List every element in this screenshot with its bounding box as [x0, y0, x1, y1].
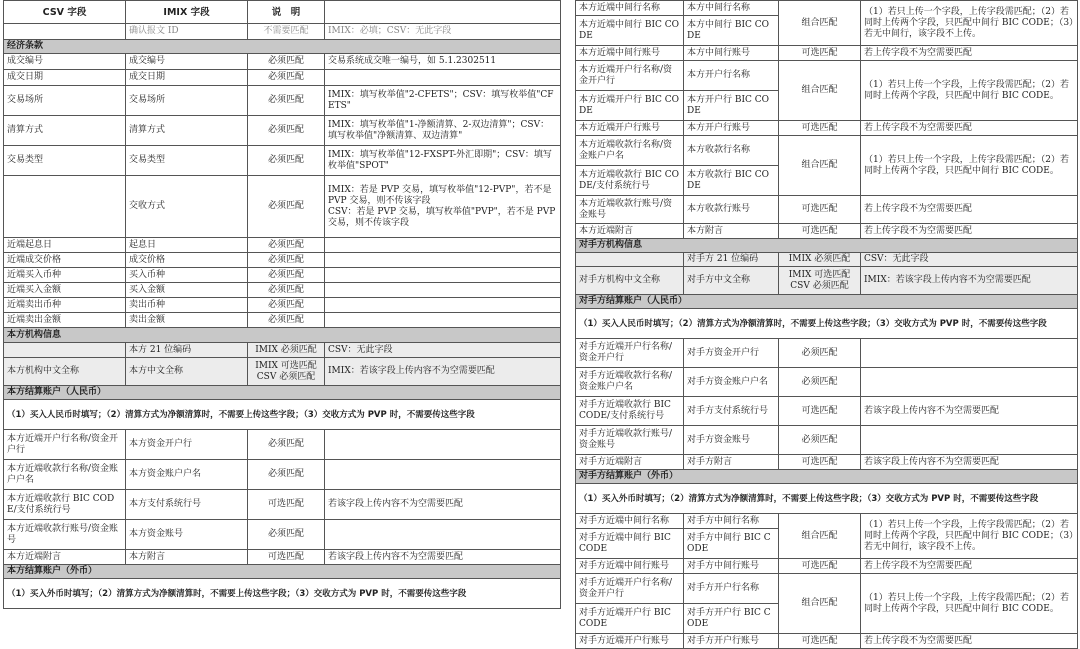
imix-field-cell: 本方中间行账号 — [684, 46, 779, 61]
imix-field-cell: 本方资金账号 — [126, 520, 248, 550]
section-header-row — [576, 295, 1078, 309]
table-row — [4, 146, 561, 176]
left-table-body — [4, 24, 561, 609]
imix-field-cell: 卖出币种 — [126, 298, 248, 313]
match-rule-cell: 可选匹配 — [779, 455, 861, 470]
notes-cell: IMIX：若该字段上传内容不为空需要匹配 — [861, 267, 1078, 295]
imix-field-cell: 本方开户行名称 — [684, 61, 779, 91]
csv-field-cell: 对手方近端附言 — [576, 455, 684, 470]
imix-field-cell: 对手方附言 — [684, 455, 779, 470]
match-rule-cell: 组合匹配 — [779, 574, 861, 634]
match-rule-cell: 必须匹配 — [248, 54, 325, 70]
notes-cell: 若上传字段不为空需要匹配 — [861, 121, 1078, 136]
table-row — [4, 283, 561, 298]
table-row — [4, 54, 561, 70]
imix-field-cell: 交收方式 — [126, 176, 248, 238]
table-row — [576, 1, 1078, 16]
notes-cell — [325, 253, 561, 268]
csv-field-cell: 本方近端中间行 BIC CODE — [576, 16, 684, 46]
csv-field-cell: 对手方近端中间行账号 — [576, 559, 684, 574]
imix-field-cell: 本方收款行账号 — [684, 196, 779, 224]
section-title: 本方结算账户（人民币） — [4, 386, 561, 400]
match-rule-cell: 必须匹配 — [248, 460, 325, 490]
notes-cell — [325, 460, 561, 490]
header-csv-field: CSV 字段 — [4, 1, 126, 24]
csv-field-cell: 本方近端收款行名称/资金账户户名 — [4, 460, 126, 490]
notes-cell: 交易系统成交唯一编号，如 5.1.2302511 — [325, 54, 561, 70]
notes-cell: 若上传字段不为空需要匹配 — [861, 46, 1078, 61]
table-row — [4, 550, 561, 565]
match-rule-cell: 必须匹配 — [248, 268, 325, 283]
table-row — [576, 46, 1078, 61]
csv-field-cell: 近端成交价格 — [4, 253, 126, 268]
notes-cell: IMIX：填写枚举值"12-FXSPT-外汇即期"；CSV：填写枚举值"SPOT" — [325, 146, 561, 176]
table-row — [4, 460, 561, 490]
notes-cell: （1）若只上传一个字段，上传字段需匹配；（2）若同时上传两个字段，只匹配中间行 BIC CODE。 — [861, 61, 1078, 121]
table-row — [576, 61, 1078, 91]
table-row — [576, 455, 1078, 470]
csv-field-cell: 近端卖出金额 — [4, 313, 126, 328]
csv-field-cell: 清算方式 — [4, 116, 126, 146]
csv-field-cell — [4, 176, 126, 238]
section-title: 对手方结算账户（外币） — [576, 470, 1078, 484]
table-row — [576, 574, 1078, 604]
right-field-mapping-table — [575, 0, 1078, 649]
table-row — [4, 176, 561, 238]
section-note-row — [4, 579, 561, 609]
match-rule-cell: 必须匹配 — [779, 368, 861, 397]
imix-field-cell: 买入金额 — [126, 283, 248, 298]
notes-cell: IMIX：若该字段上传内容不为空需要匹配 — [325, 358, 561, 386]
notes-cell — [325, 520, 561, 550]
csv-field-cell: 本方近端收款行名称/资金账户户名 — [576, 136, 684, 166]
imix-field-cell: 本方中间行名称 — [684, 1, 779, 16]
table-row — [4, 520, 561, 550]
match-rule-cell: 组合匹配 — [779, 61, 861, 121]
csv-field-cell: 对手方近端开户行名称/资金开户行 — [576, 339, 684, 368]
imix-field-cell: 本方收款行 BIC CODE — [684, 166, 779, 196]
table-row — [4, 313, 561, 328]
table-row — [4, 343, 561, 358]
notes-cell — [861, 368, 1078, 397]
csv-field-cell: 对手方近端开户行名称/资金开户行 — [576, 574, 684, 604]
match-rule-cell: 必须匹配 — [248, 313, 325, 328]
notes-cell: （1）若只上传一个字段，上传字段需匹配；（2）若同时上传两个字段，只匹配中间行 BIC CODE；（3）若无中间行，该字段不上传。 — [861, 514, 1078, 559]
csv-field-cell: 本方近端开户行名称/资金开户行 — [576, 61, 684, 91]
match-rule-cell: 必须匹配 — [248, 86, 325, 116]
csv-field-cell — [4, 24, 126, 40]
table-row — [576, 253, 1078, 267]
csv-field-cell: 对手方近端中间行 BIC CODE — [576, 529, 684, 559]
header-notes — [325, 1, 561, 24]
match-rule-cell: 可选匹配 — [779, 397, 861, 426]
imix-field-cell: 确认报文 ID — [126, 24, 248, 40]
left-table-panel — [3, 0, 561, 609]
match-rule-cell: 必须匹配 — [248, 430, 325, 460]
section-title: 对手方结算账户（人民币） — [576, 295, 1078, 309]
imix-field-cell: 本方附言 — [684, 224, 779, 239]
notes-cell: CSV：无此字段 — [861, 253, 1078, 267]
table-row — [4, 490, 561, 520]
imix-field-cell: 成交编号 — [126, 54, 248, 70]
imix-field-cell: 交易场所 — [126, 86, 248, 116]
match-rule-cell: 必须匹配 — [248, 116, 325, 146]
match-rule-cell: 可选匹配 — [779, 121, 861, 136]
notes-cell: 若上传字段不为空需要匹配 — [861, 634, 1078, 649]
section-title: 对手方机构信息 — [576, 239, 1078, 253]
imix-field-cell: 本方开户行 BIC CODE — [684, 91, 779, 121]
table-row — [4, 86, 561, 116]
notes-cell: （1）若只上传一个字段，上传字段需匹配；（2）若同时上传两个字段，只匹配中间行 BIC CODE；（3）若无中间行，该字段不上传。 — [861, 1, 1078, 46]
csv-field-cell: 对手方机构中文全称 — [576, 267, 684, 295]
imix-field-cell: 本方支付系统行号 — [126, 490, 248, 520]
imix-field-cell: 对手方资金账号 — [684, 426, 779, 455]
notes-cell — [861, 339, 1078, 368]
csv-field-cell: 对手方近端中间行名称 — [576, 514, 684, 529]
csv-field-cell: 本方近端附言 — [576, 224, 684, 239]
imix-field-cell: 对手方开户行名称 — [684, 574, 779, 604]
imix-field-cell: 清算方式 — [126, 116, 248, 146]
table-row — [576, 634, 1078, 649]
match-rule-cell: IMIX 必须匹配 — [779, 253, 861, 267]
imix-field-cell: 对手方支付系统行号 — [684, 397, 779, 426]
right-table-body — [576, 1, 1078, 649]
csv-field-cell: 对手方近端收款行 BIC CODE/支付系统行号 — [576, 397, 684, 426]
match-rule-cell: 可选匹配 — [779, 634, 861, 649]
csv-field-cell: 近端买入币种 — [4, 268, 126, 283]
match-rule-cell: 组合匹配 — [779, 514, 861, 559]
table-row — [576, 267, 1078, 295]
section-header-row — [4, 386, 561, 400]
notes-cell: 若该字段上传内容不为空需要匹配 — [325, 490, 561, 520]
imix-field-cell: 买入币种 — [126, 268, 248, 283]
match-rule-cell: 不需要匹配 — [248, 24, 325, 40]
csv-field-cell: 本方机构中文全称 — [4, 358, 126, 386]
csv-field-cell: 交易场所 — [4, 86, 126, 116]
table-row — [576, 426, 1078, 455]
notes-cell: 若该字段上传内容不为空需要匹配 — [861, 397, 1078, 426]
table-row — [576, 121, 1078, 136]
csv-field-cell: 本方近端收款行账号/资金账号 — [576, 196, 684, 224]
table-row — [4, 253, 561, 268]
section-header-row — [576, 470, 1078, 484]
table-row — [4, 268, 561, 283]
section-title: 本方结算账户（外币） — [4, 565, 561, 579]
notes-cell: IMIX：必填；CSV：无此字段 — [325, 24, 561, 40]
match-rule-cell: 组合匹配 — [779, 136, 861, 196]
table-row — [4, 116, 561, 146]
section-title: 经济条款 — [4, 40, 561, 54]
csv-field-cell: 本方近端中间行名称 — [576, 1, 684, 16]
header-row — [4, 1, 561, 24]
notes-cell — [861, 426, 1078, 455]
imix-field-cell: 对手方资金账户户名 — [684, 368, 779, 397]
imix-field-cell: 卖出金额 — [126, 313, 248, 328]
table-row — [576, 397, 1078, 426]
left-field-mapping-table — [3, 0, 561, 609]
imix-field-cell: 对手方中间行名称 — [684, 514, 779, 529]
imix-field-cell: 对手方 21 位编码 — [684, 253, 779, 267]
match-rule-cell: 可选匹配 — [248, 490, 325, 520]
csv-field-cell: 本方近端收款行账号/资金账号 — [4, 520, 126, 550]
notes-cell — [325, 238, 561, 253]
imix-field-cell: 本方资金开户行 — [126, 430, 248, 460]
imix-field-cell: 对手方资金开户行 — [684, 339, 779, 368]
match-rule-cell: 可选匹配 — [779, 46, 861, 61]
notes-cell — [325, 70, 561, 86]
csv-field-cell — [576, 253, 684, 267]
notes-cell — [325, 268, 561, 283]
notes-cell: 若该字段上传内容不为空需要匹配 — [861, 455, 1078, 470]
table-row — [4, 430, 561, 460]
section-header-row — [4, 328, 561, 343]
match-rule-cell: 必须匹配 — [248, 70, 325, 86]
match-rule-cell: 必须匹配 — [248, 253, 325, 268]
match-rule-cell: 可选匹配 — [779, 196, 861, 224]
csv-field-cell: 近端买入金额 — [4, 283, 126, 298]
match-rule-cell: 必须匹配 — [248, 298, 325, 313]
table-row — [4, 358, 561, 386]
match-rule-cell: 必须匹配 — [779, 426, 861, 455]
section-header-row — [4, 40, 561, 54]
notes-cell: IMIX：填写枚举值"2-CFETS"；CSV：填写枚举值"CFETS" — [325, 86, 561, 116]
match-rule-cell: 可选匹配 — [779, 224, 861, 239]
csv-field-cell: 近端起息日 — [4, 238, 126, 253]
notes-cell — [325, 283, 561, 298]
csv-field-cell: 近端卖出币种 — [4, 298, 126, 313]
table-row — [576, 514, 1078, 529]
table-row — [576, 339, 1078, 368]
match-rule-cell: 可选匹配 — [248, 550, 325, 565]
section-note: （1）买入外币时填写；（2）清算方式为净额清算时，不需要上传这些字段；（3）交收方式为 PVP 时，不需要传这些字段 — [4, 579, 561, 609]
match-rule-cell: IMIX 可选匹配 CSV 必须匹配 — [248, 358, 325, 386]
table-row — [576, 368, 1078, 397]
match-rule-cell: 可选匹配 — [779, 559, 861, 574]
csv-field-cell — [4, 343, 126, 358]
imix-field-cell: 对手方开户行 BIC CODE — [684, 604, 779, 634]
section-header-row — [576, 239, 1078, 253]
imix-field-cell: 起息日 — [126, 238, 248, 253]
imix-field-cell: 对手方中间行账号 — [684, 559, 779, 574]
notes-cell — [325, 298, 561, 313]
csv-field-cell: 对手方近端开户行 BIC CODE — [576, 604, 684, 634]
match-rule-cell: 必须匹配 — [248, 238, 325, 253]
section-header-row — [4, 565, 561, 579]
notes-cell: 若上传字段不为空需要匹配 — [861, 224, 1078, 239]
csv-field-cell: 本方近端开户行 BIC CODE — [576, 91, 684, 121]
section-note: （1）买入人民币时填写；（2）清算方式为净额清算时，不需要上传这些字段；（3）交收方式为 PVP 时，不需要传这些字段 — [4, 400, 561, 430]
table-row — [4, 238, 561, 253]
notes-cell: CSV：无此字段 — [325, 343, 561, 358]
csv-field-cell: 本方近端附言 — [4, 550, 126, 565]
table-row — [576, 559, 1078, 574]
table-row — [576, 136, 1078, 166]
match-rule-cell: IMIX 可选匹配 CSV 必须匹配 — [779, 267, 861, 295]
right-table-panel — [575, 0, 1078, 649]
imix-field-cell: 本方资金账户户名 — [126, 460, 248, 490]
match-rule-cell: 必须匹配 — [248, 520, 325, 550]
section-note-row — [576, 484, 1078, 514]
imix-field-cell: 本方中间行 BIC CODE — [684, 16, 779, 46]
notes-cell: 若上传字段不为空需要匹配 — [861, 196, 1078, 224]
match-rule-cell: 组合匹配 — [779, 1, 861, 46]
header-imix-field: IMIX 字段 — [126, 1, 248, 24]
csv-field-cell: 交易类型 — [4, 146, 126, 176]
imix-field-cell: 本方开户行账号 — [684, 121, 779, 136]
table-row — [4, 298, 561, 313]
imix-field-cell: 成交价格 — [126, 253, 248, 268]
table-row — [4, 24, 561, 40]
section-note: （1）买入外币时填写；（2）清算方式为净额清算时，不需要上传这些字段；（3）交收方式为 PVP 时，不需要传这些字段 — [576, 484, 1078, 514]
notes-cell — [325, 430, 561, 460]
imix-field-cell: 本方 21 位编码 — [126, 343, 248, 358]
notes-cell: （1）若只上传一个字段，上传字段需匹配；（2）若同时上传两个字段，只匹配中间行 BIC CODE。 — [861, 574, 1078, 634]
notes-cell: IMIX：若是 PVP 交易，填写枚举值"12-PVP"，若不是 PVP 交易，则不传该字段 CSV：若是 PVP 交易，填写枚举值"PVP"，若不是 PVP 交易，则不传该字段 — [325, 176, 561, 238]
section-note-row — [4, 400, 561, 430]
csv-field-cell: 本方近端中间行账号 — [576, 46, 684, 61]
csv-field-cell: 对手方近端收款行账号/资金账号 — [576, 426, 684, 455]
imix-field-cell: 对手方中间行 BIC CODE — [684, 529, 779, 559]
section-note-row — [576, 309, 1078, 339]
csv-field-cell: 成交编号 — [4, 54, 126, 70]
csv-field-cell: 本方近端收款行 BIC CODE/支付系统行号 — [576, 166, 684, 196]
match-rule-cell: 必须匹配 — [779, 339, 861, 368]
match-rule-cell: 必须匹配 — [248, 176, 325, 238]
csv-field-cell: 对手方近端收款行名称/资金账户户名 — [576, 368, 684, 397]
section-note: （1）买入人民币时填写；（2）清算方式为净额清算时，不需要上传这些字段；（3）交收方式为 PVP 时，不需要传这些字段 — [576, 309, 1078, 339]
notes-cell: 若该字段上传内容不为空需要匹配 — [325, 550, 561, 565]
imix-field-cell: 交易类型 — [126, 146, 248, 176]
match-rule-cell: 必须匹配 — [248, 283, 325, 298]
csv-field-cell: 本方近端开户行账号 — [576, 121, 684, 136]
notes-cell: IMIX：填写枚举值"1-净额清算、2-双边清算"；CSV：填写枚举值"净额清算、双边清算" — [325, 116, 561, 146]
section-title: 本方机构信息 — [4, 328, 561, 343]
imix-field-cell: 本方附言 — [126, 550, 248, 565]
imix-field-cell: 对手方中文全称 — [684, 267, 779, 295]
imix-field-cell: 成交日期 — [126, 70, 248, 86]
csv-field-cell: 本方近端开户行名称/资金开户行 — [4, 430, 126, 460]
match-rule-cell: 必须匹配 — [248, 146, 325, 176]
imix-field-cell: 本方收款行名称 — [684, 136, 779, 166]
csv-field-cell: 成交日期 — [4, 70, 126, 86]
imix-field-cell: 本方中文全称 — [126, 358, 248, 386]
notes-cell: （1）若只上传一个字段，上传字段需匹配；（2）若同时上传两个字段，只匹配中间行 BIC CODE。 — [861, 136, 1078, 196]
csv-field-cell: 对手方近端开户行账号 — [576, 634, 684, 649]
header-description: 说 明 — [248, 1, 325, 24]
table-row — [576, 196, 1078, 224]
imix-field-cell: 对手方开户行账号 — [684, 634, 779, 649]
notes-cell — [325, 313, 561, 328]
csv-field-cell: 本方近端收款行 BIC CODE/支付系统行号 — [4, 490, 126, 520]
notes-cell: 若上传字段不为空需要匹配 — [861, 559, 1078, 574]
table-row — [576, 224, 1078, 239]
match-rule-cell: IMIX 必须匹配 — [248, 343, 325, 358]
table-row — [4, 70, 561, 86]
